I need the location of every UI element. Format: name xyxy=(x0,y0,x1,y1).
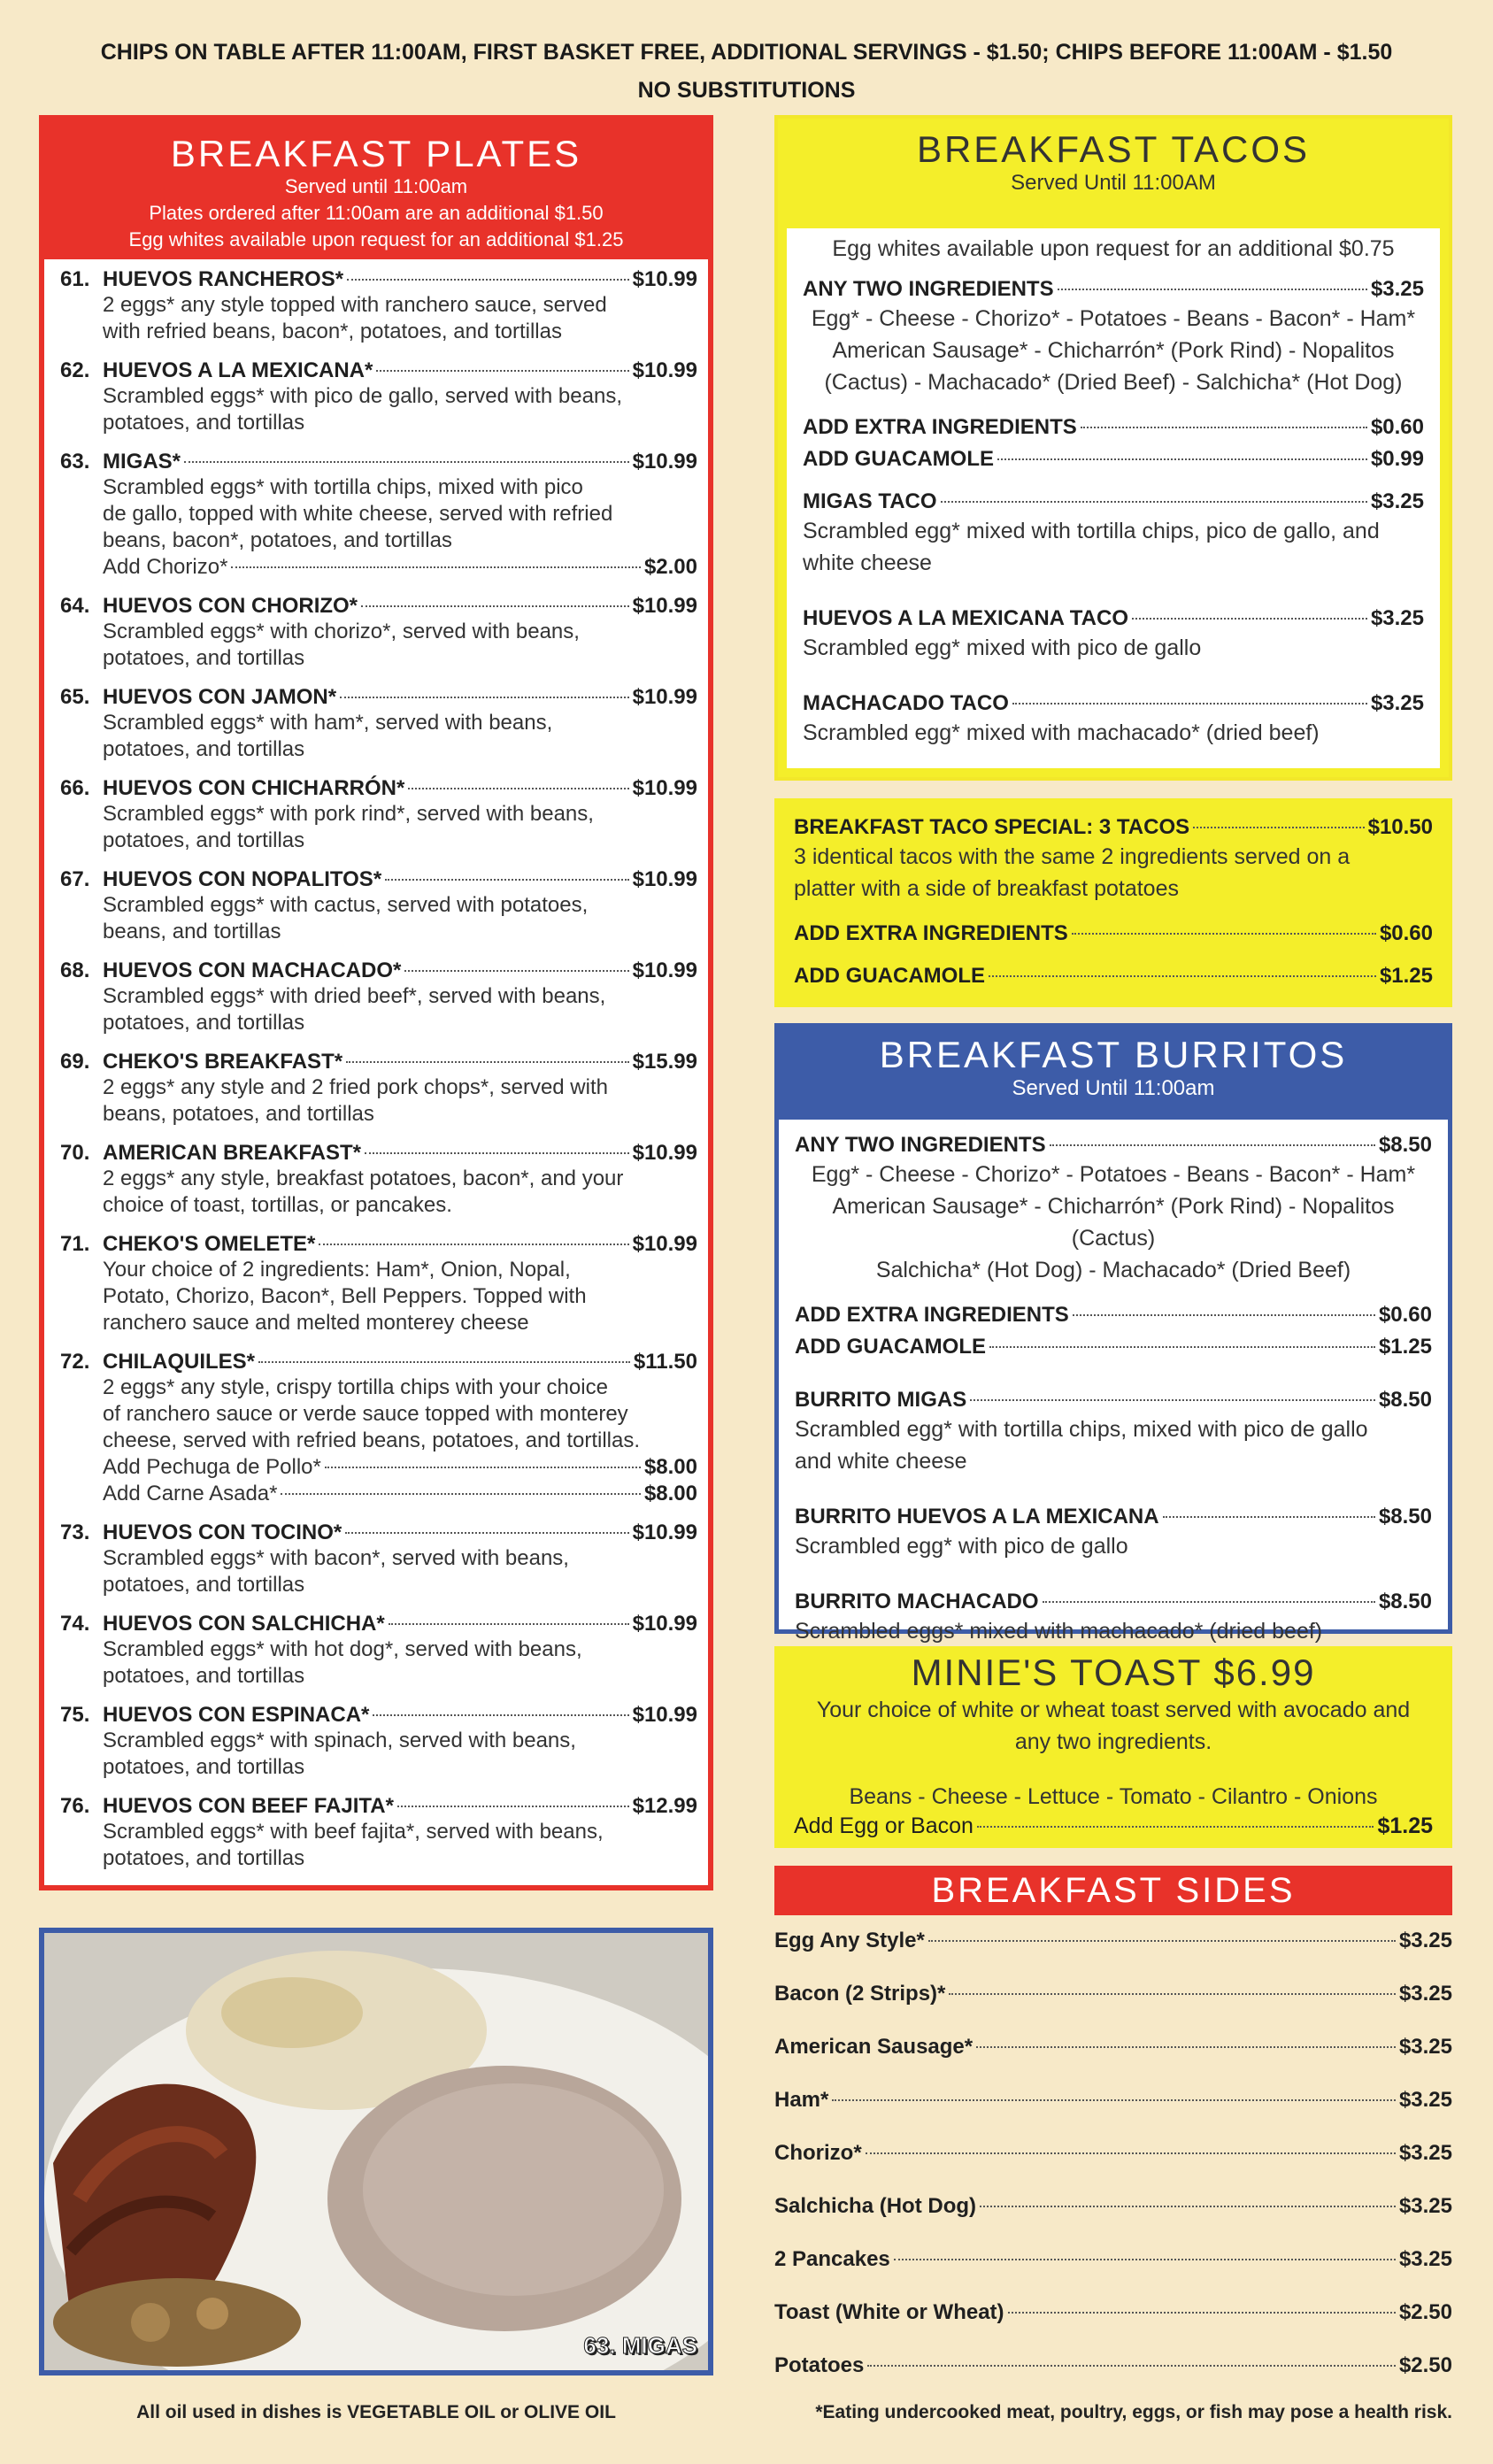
item-price: $3.25 xyxy=(1398,2141,1452,2165)
plate-item xyxy=(60,1520,697,1598)
item-price: $10.99 xyxy=(632,1521,697,1544)
leader-dots xyxy=(281,1493,640,1495)
plate-item xyxy=(60,775,697,854)
item-name: HUEVOS A LA MEXICANA TACO xyxy=(803,606,1129,630)
item-price: $3.25 xyxy=(1398,2088,1452,2112)
plate-item xyxy=(60,684,697,763)
health-warning: *Eating undercooked meat, poultry, eggs, or fish may pose a health risk. xyxy=(815,2402,1452,2422)
item-description: Scrambled eggs* with pico de gallo, served with beans, xyxy=(103,384,622,408)
leader-dots xyxy=(397,1806,629,1807)
menu-item-row xyxy=(795,1132,1432,1159)
plate-item-row xyxy=(60,266,697,292)
plate-item-row xyxy=(60,1349,697,1374)
item-number: 64. xyxy=(60,594,90,618)
leader-dots xyxy=(1193,827,1364,828)
menu-item-row xyxy=(795,1302,1432,1328)
plate-item-row xyxy=(60,1520,697,1545)
leader-dots xyxy=(977,1826,1374,1828)
item-name: HUEVOS CON MACHACADO* xyxy=(103,959,402,982)
menu-item-row xyxy=(794,963,1433,989)
minies-toast-section xyxy=(774,1646,1452,1848)
item-name: Toast (White or Wheat) xyxy=(774,2300,1004,2324)
side-item-row xyxy=(774,2352,1452,2406)
item-price: $3.25 xyxy=(1370,606,1424,630)
item-description: Scrambled egg* mixed with machacado* (dried beef) xyxy=(803,720,1320,745)
item-price: $3.25 xyxy=(1398,1982,1452,2006)
section-title: BREAKFAST BURRITOS xyxy=(879,1034,1348,1075)
add-on-label: Add Pechuga de Pollo* xyxy=(103,1455,321,1479)
item-name: HUEVOS CON CHICHARRÓN* xyxy=(103,776,405,800)
plate-item xyxy=(60,1049,697,1128)
ingredient-list: American Sausage* - Chicharrón* (Pork Rind) - Nopalitos (Cactus) xyxy=(832,1194,1395,1251)
tacos-menu xyxy=(787,228,1440,768)
item-description: with refried beans, bacon*, potatoes, and tortillas xyxy=(103,320,562,343)
item-description: platter with a side of breakfast potatoes xyxy=(794,876,1179,901)
item-name: CHILAQUILES* xyxy=(103,1350,256,1374)
item-name: BURRITO HUEVOS A LA MEXICANA xyxy=(795,1505,1159,1528)
item-price: $3.25 xyxy=(1398,2194,1452,2218)
leader-dots xyxy=(970,1399,1375,1401)
item-name: ADD GUACAMOLE xyxy=(795,1335,986,1359)
leader-dots xyxy=(258,1361,630,1363)
item-name: BURRITO MIGAS xyxy=(795,1388,967,1412)
item-description: beans, potatoes, and tortillas xyxy=(103,1102,374,1126)
item-description: potatoes, and tortillas xyxy=(103,411,305,435)
breakfast-plates-section xyxy=(39,115,713,1890)
item-description: and white cheese xyxy=(795,1449,967,1474)
item-description: potatoes, and tortillas xyxy=(103,1846,305,1870)
item-description: Scrambled eggs* with bacon*, served with beans, xyxy=(103,1546,569,1570)
side-item-row xyxy=(774,1928,1452,1981)
item-number: 76. xyxy=(60,1794,90,1818)
item-price: $0.99 xyxy=(1370,447,1424,471)
plate-item xyxy=(60,866,697,945)
plate-item-row xyxy=(60,1049,697,1074)
item-description: beans, and tortillas xyxy=(103,920,281,943)
item-name: Bacon (2 Strips)* xyxy=(774,1982,946,2006)
leader-dots xyxy=(866,2152,1396,2154)
item-name: Egg Any Style* xyxy=(774,1929,925,1952)
item-description: Scrambled eggs* with beef fajita*, served with beans, xyxy=(103,1820,604,1844)
item-price: $3.25 xyxy=(1370,489,1424,513)
leader-dots xyxy=(365,1152,629,1154)
plate-item xyxy=(60,593,697,672)
section-title: BREAKFAST PLATES xyxy=(170,133,582,174)
item-name: ADD EXTRA INGREDIENTS xyxy=(795,1303,1069,1327)
item-price: $10.99 xyxy=(632,1232,697,1256)
item-price: $1.25 xyxy=(1378,1335,1432,1359)
migas-photo xyxy=(39,1928,713,2375)
item-description: Scrambled eggs* mixed with machacado* (dried beef) xyxy=(795,1619,1323,1644)
section-title: BREAKFAST TACOS xyxy=(916,128,1311,170)
menu-item-row xyxy=(803,605,1424,632)
item-description: Scrambled eggs* with tortilla chips, mixed with pico xyxy=(103,475,583,499)
leader-dots xyxy=(1043,1601,1375,1603)
section-subtitle: Served Until 11:00am xyxy=(1012,1076,1215,1100)
item-price: $10.99 xyxy=(632,1141,697,1165)
breakfast-plates-header xyxy=(44,120,708,259)
plate-item xyxy=(60,1611,697,1690)
ingredient-list: Egg* - Cheese - Chorizo* - Potatoes - Beans - Bacon* - Ham* xyxy=(811,306,1416,331)
item-description: Your choice of white or wheat toast served with avocado and xyxy=(816,1698,1411,1722)
leader-dots xyxy=(1163,1516,1375,1518)
item-description: de gallo, topped with white cheese, served with refried xyxy=(103,502,613,526)
item-price: $10.99 xyxy=(632,267,697,291)
breakfast-tacos-header xyxy=(778,119,1449,196)
chips-notice-line2: NO SUBSTITUTIONS xyxy=(637,78,856,103)
plate-item xyxy=(60,958,697,1036)
item-price: $12.99 xyxy=(632,1794,697,1818)
item-name: HUEVOS CON ESPINACA* xyxy=(103,1703,370,1727)
side-item-row xyxy=(774,2140,1452,2193)
item-price: $10.99 xyxy=(632,1612,697,1636)
item-description: Scrambled eggs* with dried beef*, served with beans, xyxy=(103,984,606,1008)
leader-dots xyxy=(404,970,628,972)
item-description: potatoes, and tortillas xyxy=(103,1011,305,1035)
leader-dots xyxy=(346,1061,629,1063)
item-price: $2.50 xyxy=(1398,2300,1452,2324)
leader-dots xyxy=(997,458,1367,460)
leader-dots xyxy=(319,1244,628,1245)
menu-item-row xyxy=(795,1387,1432,1413)
plate-item-row xyxy=(60,775,697,801)
add-on-price: $2.00 xyxy=(643,555,697,579)
leader-dots xyxy=(361,605,629,607)
item-number: 63. xyxy=(60,450,90,474)
section-note: Egg whites available upon request for an additional $1.25 xyxy=(128,228,624,250)
add-on-label: Add Chorizo* xyxy=(103,555,228,579)
plate-item-row xyxy=(60,449,697,474)
leader-dots xyxy=(345,1532,628,1534)
side-item-row xyxy=(774,2299,1452,2352)
item-description: potatoes, and tortillas xyxy=(103,1664,305,1688)
menu-item-row xyxy=(803,414,1424,441)
item-description: Scrambled eggs* with chorizo*, served with beans, xyxy=(103,620,580,643)
item-price: $8.50 xyxy=(1378,1133,1432,1157)
item-number: 67. xyxy=(60,867,90,891)
plate-item-row xyxy=(60,1231,697,1257)
item-name: CHEKO'S OMELETE* xyxy=(103,1232,316,1256)
item-price: $3.25 xyxy=(1398,2247,1452,2271)
item-description: 3 identical tacos with the same 2 ingredients served on a xyxy=(794,844,1351,869)
plate-item-row xyxy=(60,1793,697,1819)
plate-item-row xyxy=(60,1140,697,1166)
ingredient-list: American Sausage* - Chicharrón* (Pork Rind) - Nopalitos xyxy=(832,338,1395,363)
menu-item-row xyxy=(795,1589,1432,1615)
item-price: $11.50 xyxy=(633,1350,697,1374)
item-number: 74. xyxy=(60,1612,90,1636)
leader-dots xyxy=(385,879,628,881)
item-price: $10.99 xyxy=(632,450,697,474)
side-item-row xyxy=(774,2034,1452,2087)
item-description: ranchero sauce and melted monterey cheese xyxy=(103,1311,529,1335)
item-description: potatoes, and tortillas xyxy=(103,828,305,852)
item-price: $2.50 xyxy=(1398,2353,1452,2377)
breakfast-burritos-section xyxy=(774,1023,1452,1644)
item-price: $0.60 xyxy=(1370,415,1424,439)
plate-item-row xyxy=(60,593,697,619)
side-item-row xyxy=(774,1981,1452,2034)
item-price: $10.99 xyxy=(632,776,697,800)
item-name: MACHACADO TACO xyxy=(803,691,1009,715)
item-number: 72. xyxy=(60,1350,90,1374)
side-item-row xyxy=(774,2246,1452,2299)
leader-dots xyxy=(373,1714,628,1716)
leader-dots xyxy=(376,370,628,372)
photo-caption: 63. MIGAS xyxy=(583,2332,697,2359)
item-description: white cheese xyxy=(803,551,932,575)
item-name: HUEVOS RANCHEROS* xyxy=(103,267,344,291)
breakfast-sides-list xyxy=(774,1928,1452,2406)
leader-dots xyxy=(832,2099,1396,2101)
item-description: 2 eggs* any style, crispy tortilla chips with your choice xyxy=(103,1375,608,1399)
menu-item-row xyxy=(794,814,1433,841)
section-subtitle: Served Until 11:00AM xyxy=(1011,171,1216,195)
item-name: AMERICAN BREAKFAST* xyxy=(103,1141,362,1165)
item-description: 2 eggs* any style, breakfast potatoes, bacon*, and your xyxy=(103,1167,624,1190)
item-price: $1.25 xyxy=(1377,1813,1433,1838)
plate-item-row xyxy=(60,1611,697,1636)
section-title: MINIE'S TOAST $6.99 xyxy=(911,1652,1316,1693)
item-description: Scrambled eggs* with cactus, served with potatoes, xyxy=(103,893,589,917)
item-price: $10.99 xyxy=(632,959,697,982)
leader-dots xyxy=(949,1993,1396,1995)
item-name: Potatoes xyxy=(774,2353,865,2377)
item-description: Scrambled egg* mixed with pico de gallo xyxy=(803,635,1202,660)
leader-dots xyxy=(980,2206,1396,2207)
plate-item-row xyxy=(60,684,697,710)
item-description: choice of toast, tortillas, or pancakes. xyxy=(103,1193,452,1217)
item-name: CHEKO'S BREAKFAST* xyxy=(103,1050,343,1074)
plate-item xyxy=(60,1140,697,1219)
plate-item xyxy=(60,1702,697,1781)
leader-dots xyxy=(1012,703,1367,705)
item-name: HUEVOS CON SALCHICHA* xyxy=(103,1612,385,1636)
plates-list xyxy=(44,259,708,1872)
menu-item-row xyxy=(803,690,1424,717)
section-note: Plates ordered after 11:00am are an additional $1.50 xyxy=(149,202,604,224)
item-description: Your choice of 2 ingredients: Ham*, Onion, Nopal, xyxy=(103,1258,571,1282)
breakfast-burritos-header xyxy=(779,1028,1448,1120)
item-price: $10.50 xyxy=(1367,815,1433,839)
item-description: cheese, served with refried beans, potatoes, and tortillas. xyxy=(103,1428,641,1452)
item-description: Scrambled egg* mixed with tortilla chips, pico de gallo, and xyxy=(803,519,1380,543)
item-description: Scrambled eggs* with spinach, served with beans, xyxy=(103,1729,576,1752)
item-price: $3.25 xyxy=(1370,691,1424,715)
item-description: Scrambled eggs* with pork rind*, served with beans, xyxy=(103,802,594,826)
item-name: Salchicha (Hot Dog) xyxy=(774,2194,977,2218)
item-description: 2 eggs* any style and 2 fried pork chops*, served with xyxy=(103,1075,608,1099)
chips-notice xyxy=(0,34,1493,110)
item-name: HUEVOS CON TOCINO* xyxy=(103,1521,342,1544)
leader-dots xyxy=(184,461,629,463)
leader-dots xyxy=(989,1346,1375,1348)
add-on-row xyxy=(60,554,697,581)
breakfast-tacos-section xyxy=(774,115,1452,781)
item-price: $8.50 xyxy=(1378,1505,1432,1528)
leader-dots xyxy=(1050,1144,1375,1146)
leader-dots xyxy=(1073,1314,1375,1316)
item-description: 2 eggs* any style topped with ranchero sauce, served xyxy=(103,293,607,317)
item-description: potatoes, and tortillas xyxy=(103,646,305,670)
leader-dots xyxy=(989,975,1376,977)
item-name: MIGAS TACO xyxy=(803,489,937,513)
item-description: Scrambled egg* with tortilla chips, mixed with pico de gallo xyxy=(795,1417,1368,1442)
ingredient-list: Egg* - Cheese - Chorizo* - Potatoes - Beans - Bacon* - Ham* xyxy=(811,1162,1416,1187)
plate-item xyxy=(60,358,697,436)
item-price: $3.25 xyxy=(1398,1929,1452,1952)
item-price: $10.99 xyxy=(632,867,697,891)
item-name: MIGAS* xyxy=(103,450,181,474)
item-number: 65. xyxy=(60,685,90,709)
plate-item xyxy=(60,266,697,345)
menu-item-row xyxy=(795,1504,1432,1530)
ingredient-list: Salchicha* (Hot Dog) - Machacado* (Dried Beef) xyxy=(875,1258,1351,1282)
item-number: 70. xyxy=(60,1141,90,1165)
item-number: 62. xyxy=(60,358,90,382)
leader-dots xyxy=(976,2046,1396,2048)
item-description: Scrambled eggs* with ham*, served with beans, xyxy=(103,711,553,735)
item-description: Scrambled egg* with pico de gallo xyxy=(795,1534,1128,1559)
menu-item-row xyxy=(803,489,1424,515)
item-name: Ham* xyxy=(774,2088,829,2112)
item-name: Add Egg or Bacon xyxy=(794,1813,974,1838)
item-description: potatoes, and tortillas xyxy=(103,737,305,761)
section-subtitle: Served until 11:00am xyxy=(284,175,468,197)
item-price: $15.99 xyxy=(632,1050,697,1074)
menu-item-row xyxy=(803,276,1424,303)
leader-dots xyxy=(941,501,1367,503)
menu-item-row xyxy=(794,920,1433,947)
chips-notice-line1: CHIPS ON TABLE AFTER 11:00AM, FIRST BASKET FREE, ADDITIONAL SERVINGS - $1.50; CHIPS BEFORE 11:00AM - $1.50 xyxy=(100,40,1393,65)
leader-dots xyxy=(1072,933,1376,935)
item-description: any two ingredients. xyxy=(1014,1729,1212,1754)
ingredient-list: (Cactus) - Machacado* (Dried Beef) - Salchicha* (Hot Dog) xyxy=(824,370,1403,395)
plate-item xyxy=(60,1793,697,1872)
leader-dots xyxy=(894,2259,1396,2260)
item-description: Potato, Chorizo, Bacon*, Bell Peppers. Topped with xyxy=(103,1284,587,1308)
add-on-row xyxy=(60,1481,697,1507)
leader-dots xyxy=(1132,618,1367,620)
item-price: $0.60 xyxy=(1379,921,1433,945)
item-price: $8.50 xyxy=(1378,1388,1432,1412)
item-name: HUEVOS A LA MEXICANA* xyxy=(103,358,373,382)
plate-item-row xyxy=(60,866,697,892)
item-name: HUEVOS CON CHORIZO* xyxy=(103,594,358,618)
food-plate-image xyxy=(44,1933,708,2370)
item-number: 69. xyxy=(60,1050,90,1074)
item-name: 2 Pancakes xyxy=(774,2247,890,2271)
item-price: $1.25 xyxy=(1379,964,1433,988)
item-price: $3.25 xyxy=(1370,277,1424,301)
breakfast-sides-title: BREAKFAST SIDES xyxy=(774,1866,1452,1915)
item-description: potatoes, and tortillas xyxy=(103,1573,305,1597)
leader-dots xyxy=(928,1940,1396,1942)
leader-dots xyxy=(340,697,629,698)
item-price: $10.99 xyxy=(632,685,697,709)
item-number: 73. xyxy=(60,1521,90,1544)
item-name: ADD EXTRA INGREDIENTS xyxy=(803,415,1077,439)
menu-item-row xyxy=(774,1813,1452,1839)
item-number: 61. xyxy=(60,267,90,291)
plate-item xyxy=(60,1231,697,1336)
item-name: BURRITO MACHACADO xyxy=(795,1590,1039,1613)
plate-item xyxy=(60,1349,697,1507)
menu-item-row xyxy=(803,446,1424,473)
plate-item-row xyxy=(60,358,697,383)
item-name: Chorizo* xyxy=(774,2141,862,2165)
leader-dots xyxy=(1008,2312,1396,2314)
leader-dots xyxy=(389,1623,629,1625)
ingredient-list: Beans - Cheese - Lettuce - Tomato - Cilantro - Onions xyxy=(849,1784,1378,1809)
item-description: of ranchero sauce or verde sauce topped with monterey xyxy=(103,1402,628,1426)
oil-note: All oil used in dishes is VEGETABLE OIL or OLIVE OIL xyxy=(136,2402,616,2422)
item-name: ADD GUACAMOLE xyxy=(803,447,994,471)
add-on-row xyxy=(60,1454,697,1481)
add-on-price: $8.00 xyxy=(643,1455,697,1479)
item-price: $10.99 xyxy=(632,1703,697,1727)
item-number: 75. xyxy=(60,1703,90,1727)
item-price: $10.99 xyxy=(632,358,697,382)
item-name: ANY TWO INGREDIENTS xyxy=(795,1133,1046,1157)
plate-item-row xyxy=(60,958,697,983)
item-name: BREAKFAST TACO SPECIAL: 3 TACOS xyxy=(794,815,1190,839)
item-name: HUEVOS CON BEEF FAJITA* xyxy=(103,1794,394,1818)
menu-item-row xyxy=(795,1334,1432,1360)
item-description: potatoes, and tortillas xyxy=(103,1755,305,1779)
item-name: HUEVOS CON NOPALITOS* xyxy=(103,867,382,891)
item-number: 66. xyxy=(60,776,90,800)
item-name: HUEVOS CON JAMON* xyxy=(103,685,337,709)
item-price: $10.99 xyxy=(632,594,697,618)
plate-item xyxy=(60,449,697,581)
side-item-row xyxy=(774,2087,1452,2140)
leader-dots xyxy=(325,1467,641,1468)
item-price: $3.25 xyxy=(1398,2035,1452,2059)
leader-dots xyxy=(1081,427,1367,428)
leader-dots xyxy=(1058,289,1367,290)
item-number: 71. xyxy=(60,1232,90,1256)
egg-white-note: Egg whites available upon request for an additional $0.75 xyxy=(832,236,1395,261)
leader-dots xyxy=(408,788,628,789)
item-name: American Sausage* xyxy=(774,2035,974,2059)
leader-dots xyxy=(231,566,641,568)
item-description: Scrambled eggs* with hot dog*, served with beans, xyxy=(103,1637,582,1661)
item-price: $8.50 xyxy=(1378,1590,1432,1613)
taco-special-section xyxy=(774,798,1452,1007)
item-number: 68. xyxy=(60,959,90,982)
item-name: ADD GUACAMOLE xyxy=(794,964,985,988)
add-on-label: Add Carne Asada* xyxy=(103,1482,278,1505)
side-item-row xyxy=(774,2193,1452,2246)
item-name: ANY TWO INGREDIENTS xyxy=(803,277,1054,301)
plate-item-row xyxy=(60,1702,697,1728)
leader-dots xyxy=(347,279,629,281)
item-name: ADD EXTRA INGREDIENTS xyxy=(794,921,1068,945)
item-description: beans, bacon*, potatoes, and tortillas xyxy=(103,528,452,552)
item-price: $0.60 xyxy=(1378,1303,1432,1327)
leader-dots xyxy=(867,2365,1396,2367)
add-on-price: $8.00 xyxy=(643,1482,697,1505)
